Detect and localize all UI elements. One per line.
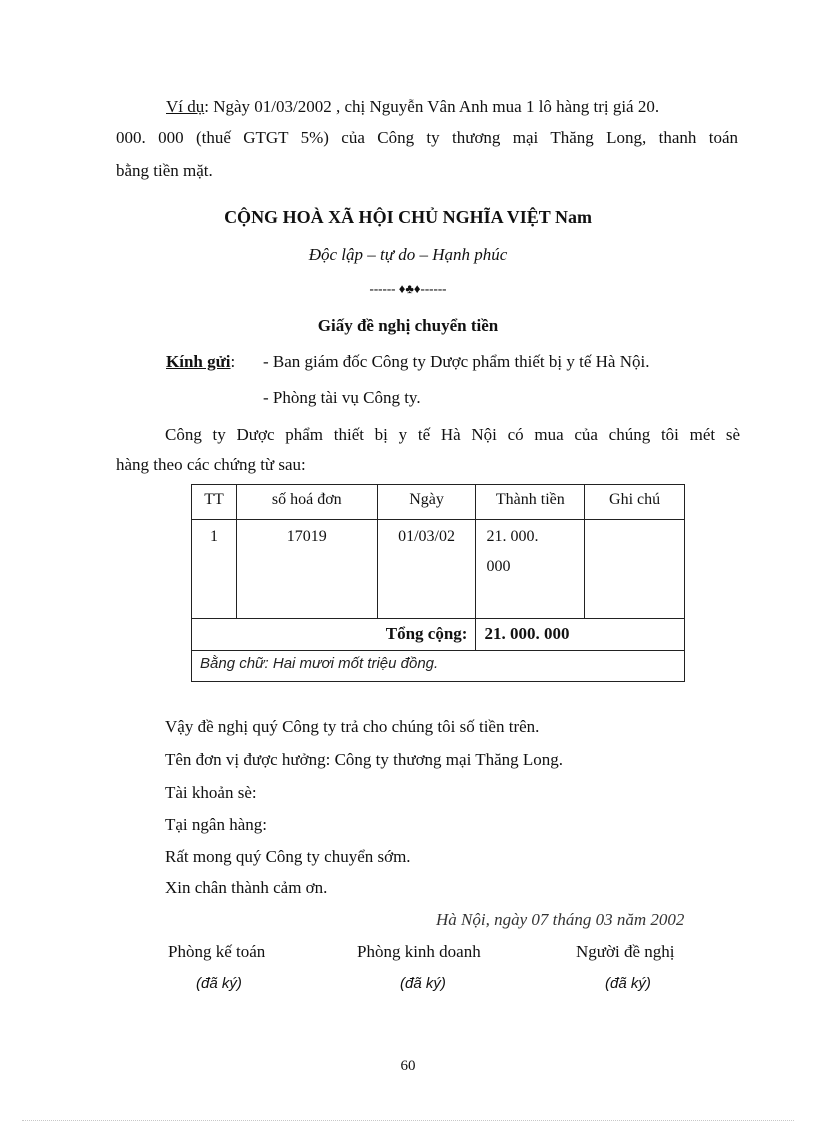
cell-amount-line-1: 21. 000. [486, 528, 539, 545]
addressee-line-1: - Ban giám đốc Công ty Dược phẩm thiết bị y tế Hà Nội. [263, 352, 650, 371]
signature-status-requester: (đã ký) [605, 975, 651, 992]
addressee-label-text: Kính gửi [166, 352, 231, 371]
header-date: Ngày [377, 485, 476, 520]
motto: Độc lập – tự do – Hạnh phúc [308, 245, 508, 264]
addressee-colon: : [230, 352, 236, 371]
total-label: Tổng cộng: [192, 619, 476, 651]
intro-line-3: bằng tiền mặt. [116, 161, 213, 180]
body-line-3: Tài khoản sè: [165, 783, 257, 802]
example-label: Ví dụ [166, 97, 205, 116]
cell-note [585, 520, 685, 619]
addressee-line-2: - Phòng tài vụ Công ty. [263, 388, 421, 407]
ornament-divider: ------ ♦♣♦------ [369, 281, 447, 296]
intro-line-1 [116, 90, 738, 123]
header-note: Ghi chú [585, 485, 685, 520]
signature-status-sales: (đã ký) [400, 975, 446, 992]
intro-paragraph [116, 90, 738, 123]
cell-tt: 1 [192, 520, 237, 619]
cell-amount-line-2: 000 [486, 558, 511, 575]
page-number: 60 [400, 1058, 416, 1074]
national-title: CỘNG HOÀ XÃ HỘI CHỦ NGHĨA VIỆT Nam [224, 207, 592, 227]
cell-date: 01/03/02 [377, 520, 476, 619]
header-amount: Thành tiền [476, 485, 585, 520]
body-line-1: Vậy đề nghị quý Công ty trả cho chúng tôi số tiền trên. [165, 717, 540, 736]
place-date: Hà Nội, ngày 07 tháng 03 năm 2002 [436, 910, 685, 929]
page-bottom-divider [22, 1120, 794, 1121]
total-value: 21. 000. 000 [476, 619, 685, 651]
signature-status-accounting: (đã ký) [196, 975, 242, 992]
addressee-label [166, 352, 235, 372]
header-invoice-number: số hoá đơn [236, 485, 377, 520]
table-words-row [192, 651, 685, 682]
table-row [192, 520, 685, 619]
signature-title-sales: Phòng kinh doanh [357, 942, 481, 961]
body-line-2: Tên đơn vị được hưởng: Công ty thương mại Thăng Long. [165, 750, 564, 769]
lead-line-2: hàng theo các chứng từ sau: [116, 455, 306, 474]
table-total-row [192, 619, 685, 651]
signature-title-accounting: Phòng kế toán [168, 942, 266, 961]
header-tt: TT [192, 485, 237, 520]
amount-in-words: Bằng chữ: Hai mươi mốt triệu đồng. [192, 651, 685, 682]
lead-line-1: Công ty Dược phẩm thiết bị y tế Hà Nội có mua của chúng tôi mét sè [165, 425, 740, 444]
body-line-6: Xin chân thành cảm ơn. [165, 878, 328, 897]
body-line-5: Rất mong quý Công ty chuyển sớm. [165, 847, 411, 866]
cell-amount [476, 520, 585, 619]
document-title: Giấy đề nghị chuyển tiền [317, 316, 499, 335]
signature-title-requester: Người đề nghị [576, 942, 675, 961]
invoice-table [191, 484, 685, 682]
body-line-4: Tại ngân hàng: [165, 815, 267, 834]
cell-invoice-number: 17019 [236, 520, 377, 619]
intro-line-2: 000. 000 (thuế GTGT 5%) của Công ty thương mại Thăng Long, thanh toán [116, 128, 738, 147]
table-header-row [192, 485, 685, 520]
intro-line-1-text: : Ngày 01/03/2002 , chị Nguyễn Vân Anh mua 1 lô hàng trị giá 20. [204, 97, 660, 116]
